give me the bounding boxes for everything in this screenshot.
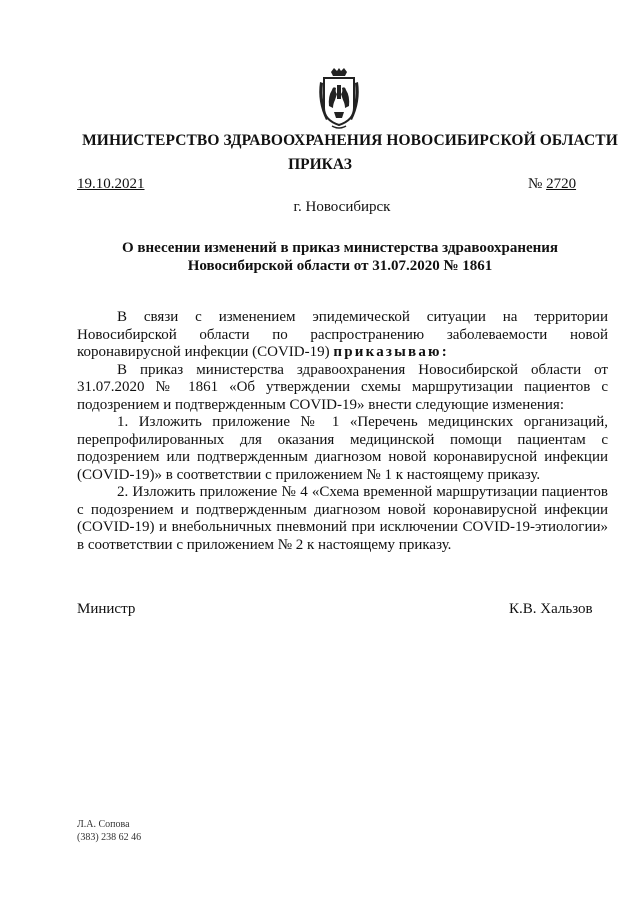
executor-info [77,818,141,844]
city: г. Новосибирск [293,199,391,215]
order-number [528,176,576,193]
order-title-line-1: О внесении изменений в приказ министерства здравоохранения [121,240,559,256]
order-title-line-2: Новосибирской области от 31.07.2020 № 1861 [187,258,493,274]
paragraph-amendment: В приказ министерства здравоохранения Новосибирской области от 31.07.2020 № 1861 «Об утверждении схемы маршрутизации пациентов с подозрением и подтвержденным COVID-19» внести следующие изменения: [77,361,608,413]
paragraph-preamble [77,309,608,362]
order-number-value: 2720 [546,176,577,192]
paragraph-item-1: 1. Изложить приложение № 1 «Перечень медицинских организаций, перепрофилированных для оказания медицинской помощи пациентам с подозрением или подтвержденным диагнозом новой коронавирусной инфекции (COVID-19)» в соответствии с приложением № 1 к настоящему приказу. [77,414,608,483]
executor-phone: (383) 238 62 46 [77,832,142,843]
signatory-name: К.В. Хальзов [509,601,593,617]
order-number-prefix: № [528,176,547,192]
executor-name: Л.А. Сопова [77,819,130,830]
document-type: ПРИКАЗ [288,156,352,173]
order-word: приказываю: [333,344,449,360]
paragraph-item-2: 2. Изложить приложение № 4 «Схема временной маршрутизации пациентов с подозрением и подтвержденным диагнозом новой коронавирусной инфекции (COVID-19) и внебольничных пневмоний при исключении COVID-19-этиологии» в соответствии с приложением № 2 к настоящему приказу. [77,484,608,553]
order-date: 19.10.2021 [77,176,145,192]
preamble-text: В связи с изменением эпидемической ситуации на территории Новосибирской области по распространению заболеваемости новой коронавирусной инфекции (COVID-19) [77,309,608,360]
ministry-name: МИНИСТЕРСТВО ЗДРАВООХРАНЕНИЯ НОВОСИБИРСКОЙ ОБЛАСТИ [82,132,618,149]
coat-of-arms-icon [316,68,362,130]
order-body [77,309,608,554]
order-title [100,239,580,275]
signatory-title: Министр [77,601,136,617]
